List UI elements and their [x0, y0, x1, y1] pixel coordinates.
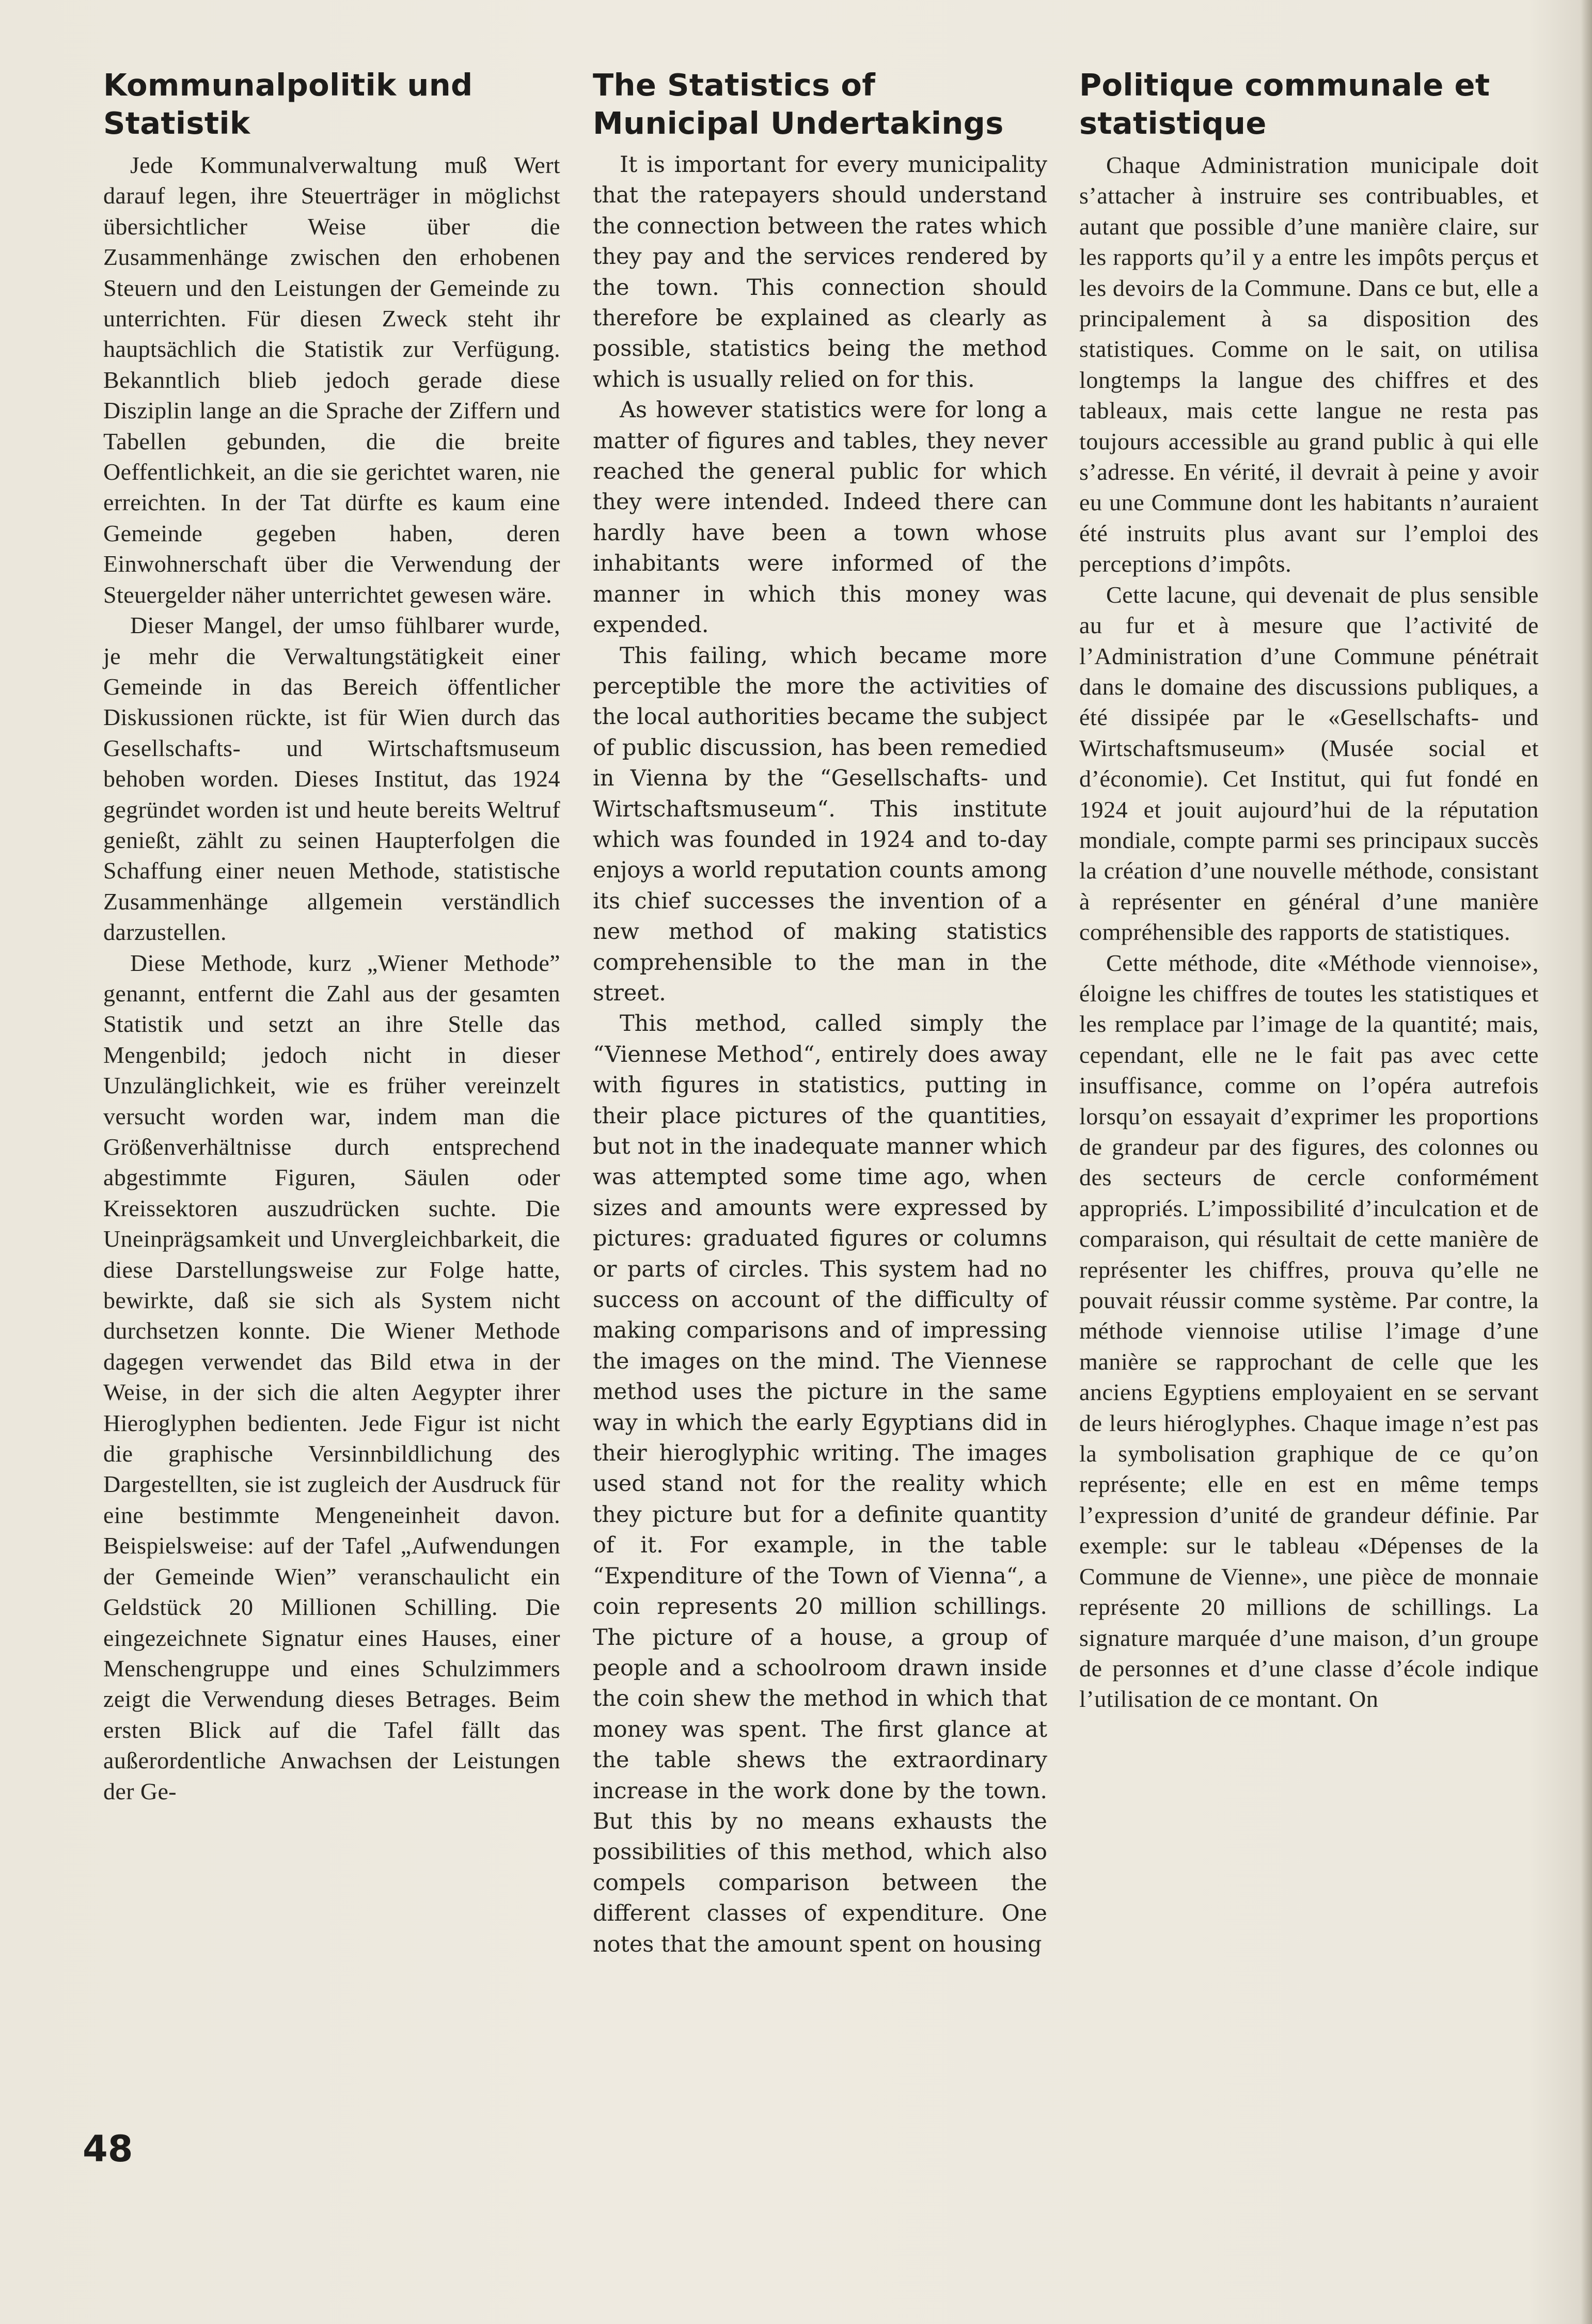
page-number: 48 [83, 2128, 133, 2170]
column-french [1079, 66, 1539, 1715]
column-german [103, 66, 560, 1807]
heading-german: Kommunalpolitik und Statistik [103, 67, 473, 141]
paragraph-english-4: This method, called simply the “Viennese Method“, entirely does away with figures in statistics, putting in their place pictures of the quantities, but not in the inadequate manner which was attempted some time ago, when sizes and amounts were expressed by pictures: graduated figures or columns or parts of circles. This system had no success on account of the difficulty of making comparisons and of impressing the images on the mind. The Viennese method uses the picture in the same way in which the early Egyptians did in their hieroglyphic writing. The images used stand not for the reality which they picture but for a definite quantity of it. For example, in the table “Expenditure of the Town of Vienna“, a coin represents 20 million schillings. The picture of a house, a group of people and a schoolroom drawn inside the coin shew the method in which that money was spent. The first glance at the table shews the extraordinary increase in the work done by the town. But this by no means exhausts the possibilities of this method, which also compels comparison between the different classes of expenditure. One notes that the amount spent on housing [593, 1011, 1047, 1957]
page-edge-shadow [1581, 0, 1592, 2324]
paragraph-english-2: As however statistics were for long a matter of figures and tables, they never reached the general public for which they were intended. Indeed there can hardly have been a town whose inhabitants were informed of the manner in which this money was expended. [593, 397, 1047, 638]
paragraph-french-3: Cette méthode, dite «Méthode viennoise», éloigne les chiffres de toutes les statistiques et les remplace par l’image de la quantité; mais, cependant, elle ne le fait pas avec cette insuffisance, comme on l’opéra autrefois lorsqu’on essayait d’exprimer les proportions de grandeur par des figures, des colonnes ou des secteurs de cercle conformément appropriés. L’impossibilité d’inculcation et de comparaison, qui résultait de cette manière de représenter les chiffres, prouva qu’elle ne pouvait réussir comme système. Par contre, la méthode viennoise utilise l’image d’une manière se rapprochant de celle que les anciens Egyptiens employaient en se servant de leurs hiéroglyphes. Chaque image n’est pas la symbolisation graphique de ce qu’on représente; elle en est en même temps l’expression d’unité de grandeur définie. Par exemple: sur le tableau «Dépenses de la Commune de Vienne», une pièce de monnaie représente 20 millions de schillings. La signature marquée d’une maison, d’un groupe de personnes et d’une classe d’école indique l’utilisation de ce montant. On [1079, 949, 1539, 1713]
heading-english: The Statistics of Municipal Undertakings [593, 67, 1004, 141]
heading-french: Politique communale et statistique [1079, 67, 1490, 141]
paragraph-english-3: This failing, which became more perceptible the more the activities of the local authorities became the subject of public discussion, has been remedied in Vienna by the “Gesellschafts- und Wirtschaftsmuseum“. This institute which was founded in 1924 and to-day enjoys a world reputation counts among its chief successes the invention of a new method of making statistics comprehensible to the man in the street. [593, 642, 1047, 1006]
paragraph-french-1: Chaque Administration municipale doit s’attacher à instruire ses contribuables, et autant que possible d’une manière claire, sur les rapports qu’il y a entre les impôts perçus et les devoirs de la Commune. Dans ce but, elle a principalement à sa disposition des statistiques. Comme on le sait, on utilisa longtemps la langue des chiffres et des tableaux, mais cette langue ne resta pas toujours accessible au grand public à qui elle s’adresse. En vérité, il devrait à peine y avoir eu une Commune dont les habitants n’auraient été instruits plus avant sur l’emploi des perceptions d’impôts. [1079, 152, 1539, 577]
paragraph-french-2: Cette lacune, qui devenait de plus sensible au fur et à mesure que l’activité de l’Administration d’une Commune pénétrait dans le domaine des discussions publiques, a été dissipée par le «Gesellschafts- und Wirtschaftsmuseum» (Musée social et d’économie). Cet Institut, qui fut fondé en 1924 et jouit aujourd’hui de la réputation mondiale, compte parmi ses principaux succès la création d’une nouvelle méthode, consistant à représenter en général d’une manière compréhensible des rapports de statistiques. [1079, 581, 1539, 946]
paragraph-english-1: It is important for every municipality that the ratepayers should understand the connection between the rates which they pay and the services rendered by the town. This connection should therefore be explained as clearly as possible, statistics being the method which is usually relied on for this. [593, 152, 1047, 392]
paragraph-german-2: Dieser Mangel, der umso fühlbarer wurde, je mehr die Verwaltungstätigkeit einer Gemeinde in das Bereich öffentlicher Diskussionen rückte, ist für Wien durch das Gesellschafts- und Wirtschaftsmuseum behoben worden. Dieses Institut, das 1924 gegründet worden ist und heute bereits Weltruf genießt, zählt zu seinen Haupterfolgen die Schaffung einer neuen Methode, statistische Zusammenhänge allgemein verständlich darzustellen. [103, 612, 560, 946]
column-english [593, 66, 1047, 1960]
paragraph-german-3: Diese Methode, kurz „Wiener Methode” genannt, entfernt die Zahl aus der gesamten Statistik und setzt an ihre Stelle das Mengenbild; jedoch nicht in dieser Unzulänglichkeit, wie es früher vereinzelt versucht worden war, indem man die Größenverhältnisse durch entsprechend abgestimmte Figuren, Säulen oder Kreissektoren auszudrücken suchte. Die Uneinprägsamkeit und Unvergleichbarkeit, die diese Darstellungsweise zur Folge hatte, bewirkte, daß sie sich als System nicht durchsetzen konnte. Die Wiener Methode dagegen verwendet das Bild etwa in der Weise, in der sich die alten Aegypter ihrer Hieroglyphen bedienten. Jede Figur ist nicht die graphische Versinnbildlichung des Dargestellten, sie ist zugleich der Ausdruck für eine bestimmte Mengeneinheit davon. Beispielsweise: auf der Tafel „Aufwendungen der Gemeinde Wien” veranschaulicht ein Geldstück 20 Millionen Schilling. Die eingezeichnete Signatur eines Hauses, einer Menschengruppe und eines Schulzimmers zeigt die Verwendung dieses Betrages. Beim ersten Blick auf die Tafel fällt das außerordentliche Anwachsen der Leistungen der Ge- [103, 949, 560, 1804]
paragraph-german-1: Jede Kommunalverwaltung muß Wert darauf legen, ihre Steuerträger in möglichst übersichtlicher Weise über die Zusammenhänge zwischen den erhobenen Steuern und den Leistungen der Gemeinde zu unterrichten. Für diesen Zweck steht ihr hauptsächlich die Statistik zur Verfügung. Bekanntlich blieb jedoch gerade diese Disziplin lange an die Sprache der Ziffern und Tabellen gebunden, die die breite Oeffentlichkeit, an die sie gerichtet waren, nie erreichten. In der Tat dürfte es kaum eine Gemeinde gegeben haben, deren Einwohnerschaft über die Verwendung der Steuergelder näher unterrichtet gewesen wäre. [103, 152, 560, 608]
